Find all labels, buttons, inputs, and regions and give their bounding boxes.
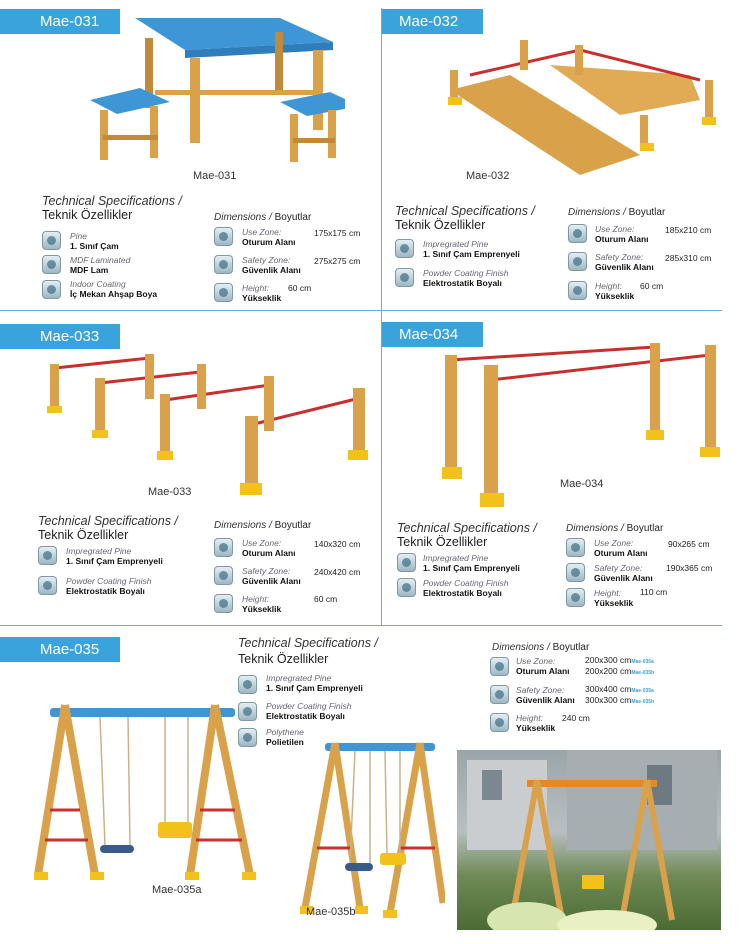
dimension-item: Use Zone: Oturum Alanı — [594, 538, 648, 558]
use-zone-icon — [490, 657, 509, 676]
product-caption: Mae-035b — [306, 906, 356, 918]
mdf-icon — [42, 255, 61, 274]
tech-spec-title-en: Technical Specifications / — [395, 204, 535, 218]
dimension-item: Safety Zone: Güvenlik Alanı — [595, 252, 654, 272]
product-caption: Mae-032 — [466, 170, 510, 182]
height-icon — [214, 283, 233, 302]
tech-spec-title-en: Technical Specifications / — [238, 636, 378, 650]
dimension-value: 300x400 cmMae-035a — [585, 684, 654, 694]
tech-spec-title-tr: Teknik Özellikler — [38, 528, 129, 542]
dimension-item: Height: Yükseklik — [594, 588, 634, 608]
dimension-item: Use Zone: Oturum Alanı — [242, 538, 296, 558]
coating-icon — [397, 578, 416, 597]
divider — [381, 8, 382, 626]
tech-spec-title-en: Technical Specifications / — [38, 514, 178, 528]
material-item: Powder Coating Finish Elektrostatik Boyalı — [423, 578, 509, 598]
dimension-item: Height: Yükseklik — [242, 594, 282, 614]
installation-photo — [457, 750, 721, 930]
pine-icon — [238, 675, 257, 694]
dimension-value: 185x210 cm — [665, 225, 712, 235]
balance-bars-illustration — [40, 350, 370, 500]
tech-spec-title-tr: Teknik Özellikler — [397, 535, 488, 549]
dimensions-title: Dimensions / Boyutlar — [492, 642, 590, 653]
height-icon — [566, 588, 585, 607]
dimension-item: Height: Yükseklik — [242, 283, 282, 303]
coating-icon — [42, 280, 61, 299]
dimension-value: 285x310 cm — [665, 253, 712, 263]
safety-zone-icon — [490, 685, 509, 704]
coating-icon — [38, 576, 57, 595]
dimension-value: 275x275 cm — [314, 256, 361, 266]
dimension-value: 175x175 cm — [314, 228, 361, 238]
dimension-value: 60 cm — [640, 281, 664, 291]
dimension-value: 240x420 cm — [314, 567, 361, 577]
section-tag: Mae-032 — [382, 9, 483, 34]
height-icon — [490, 713, 509, 732]
divider — [0, 310, 382, 311]
dimension-item: Height: Yükseklik — [516, 713, 556, 733]
use-zone-icon — [568, 224, 587, 243]
dimension-item: Safety Zone: Güvenlik Alanı — [516, 685, 575, 705]
safety-zone-icon — [568, 252, 587, 271]
dimensions-title: Dimensions / Boyutlar — [566, 523, 664, 534]
material-item: Pine 1. Sınıf Çam — [70, 231, 119, 251]
coating-icon — [395, 268, 414, 287]
tech-spec-title-tr: Teknik Özellikler — [42, 208, 133, 222]
material-item: Polythene Polietilen — [266, 727, 304, 747]
product-caption: Mae-031 — [193, 170, 237, 182]
material-item: Powder Coating Finish Elektrostatik Boyalı — [66, 576, 152, 596]
dimension-item: Safety Zone: Güvenlik Alanı — [594, 563, 653, 583]
material-item: MDF Laminated MDF Lam — [70, 255, 131, 275]
safety-zone-icon — [214, 255, 233, 274]
tech-spec-title-tr: Teknik Özellikler — [395, 218, 486, 232]
dimensions-title: Dimensions / Boyutlar — [214, 212, 312, 223]
tech-spec-title-en: Technical Specifications / — [42, 194, 182, 208]
single-swing-illustration — [295, 738, 445, 923]
section-tag: Mae-033 — [0, 324, 120, 349]
safety-zone-icon — [214, 566, 233, 585]
dimension-item: Use Zone: Oturum Alanı — [595, 224, 649, 244]
section-tag: Mae-034 — [382, 322, 483, 347]
pine-icon — [42, 231, 61, 250]
use-zone-icon — [214, 227, 233, 246]
dimension-value: 300x300 cmMae-035b — [585, 695, 655, 705]
divider — [0, 625, 722, 626]
section-tag: Mae-031 — [0, 9, 120, 34]
material-item: Indoor Coating İç Mekan Ahşap Boya — [70, 279, 158, 299]
dimensions-title: Dimensions / Boyutlar — [568, 207, 666, 218]
section-tag: Mae-035 — [0, 637, 120, 662]
table-stools-illustration — [85, 10, 345, 170]
material-item: Powder Coating Finish Elektrostatik Boyalı — [423, 268, 509, 288]
double-swing-illustration — [30, 700, 260, 890]
material-item: Impregrated Pine 1. Sınıf Çam Emprenyeli — [423, 239, 520, 259]
dimension-value: 60 cm — [314, 594, 338, 604]
dimension-item: Height: Yükseklik — [595, 281, 635, 301]
dimensions-title: Dimensions / Boyutlar — [214, 520, 312, 531]
tech-spec-title-tr: Teknik Özellikler — [238, 652, 329, 666]
pine-icon — [38, 546, 57, 565]
material-item: Powder Coating Finish Elektrostatik Boyalı — [266, 701, 352, 721]
use-zone-icon — [566, 538, 585, 557]
use-zone-icon — [214, 538, 233, 557]
dimension-item: Use Zone: Oturum Alanı — [242, 227, 296, 247]
product-caption: Mae-033 — [148, 486, 192, 498]
product-caption: Mae-034 — [560, 478, 604, 490]
dimension-value: 60 cm — [288, 283, 312, 293]
dimension-value: 190x365 cm — [666, 563, 713, 573]
safety-zone-icon — [566, 563, 585, 582]
product-caption: Mae-035a — [152, 884, 202, 896]
dimension-value: 200x200 cmMae-035b — [585, 666, 655, 676]
dimension-value: 200x300 cmMae-035a — [585, 655, 654, 665]
dimension-item: Safety Zone: Güvenlik Alanı — [242, 255, 301, 275]
dimension-value: 90x265 cm — [668, 539, 710, 549]
height-icon — [214, 594, 233, 613]
dimension-value: 240 cm — [562, 713, 590, 723]
dimension-item: Safety Zone: Güvenlik Alanı — [242, 566, 301, 586]
material-item: Impregrated Pine 1. Sınıf Çam Emprenyeli — [423, 553, 520, 573]
dimension-value: 110 cm — [640, 587, 668, 597]
divider — [382, 310, 722, 311]
tech-spec-title-en: Technical Specifications / — [397, 521, 537, 535]
dimension-value: 140x320 cm — [314, 539, 361, 549]
material-item: Impregrated Pine 1. Sınıf Çam Emprenyeli — [266, 673, 363, 693]
pine-icon — [397, 553, 416, 572]
dimension-item: Use Zone: Oturum Alanı — [516, 656, 570, 676]
material-item: Impregrated Pine 1. Sınıf Çam Emprenyeli — [66, 546, 163, 566]
pine-icon — [395, 239, 414, 258]
height-icon — [568, 281, 587, 300]
